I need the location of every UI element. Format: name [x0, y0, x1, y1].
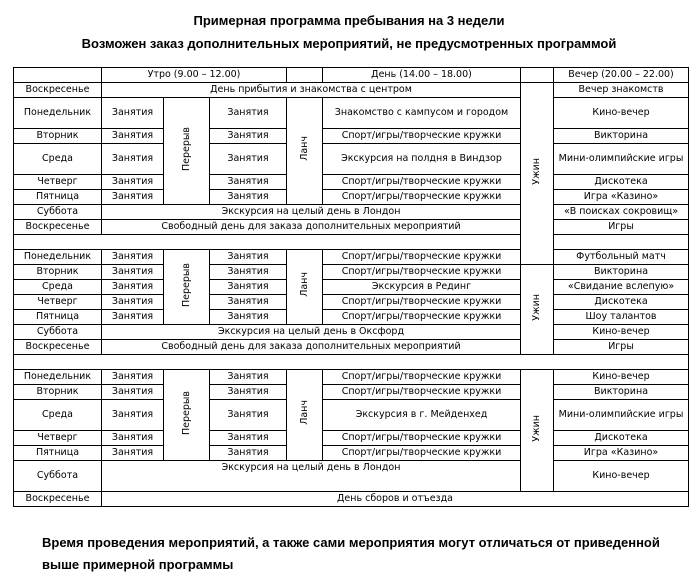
dinner-cell — [521, 370, 554, 492]
afternoon-class: Занятия — [210, 385, 287, 400]
table-row — [14, 446, 689, 461]
afternoon-class: Занятия — [210, 446, 287, 461]
header-blank — [14, 68, 102, 83]
break-cell — [164, 250, 210, 325]
day-name: Пятница — [14, 446, 102, 461]
evening-activity: Кино-вечер — [554, 461, 689, 492]
day-name: Вторник — [14, 265, 102, 280]
table-row — [14, 83, 689, 98]
day-name: Среда — [14, 144, 102, 175]
dinner-label: Ужин — [531, 293, 543, 321]
day-name: Вторник — [14, 385, 102, 400]
afternoon-class: Занятия — [210, 175, 287, 190]
evening-activity: «В поисках сокровищ» — [554, 205, 689, 220]
morning-activity: Занятия — [102, 144, 164, 175]
afternoon-class: Занятия — [210, 400, 287, 431]
separator-evening-cell — [554, 235, 689, 250]
morning-activity: Занятия — [102, 250, 164, 265]
evening-activity: Дискотека — [554, 431, 689, 446]
morning-activity: Занятия — [102, 310, 164, 325]
lunch-label: Ланч — [298, 136, 310, 161]
full-day-activity: Экскурсия на целый день в Лондон — [102, 205, 521, 220]
table-row — [14, 175, 689, 190]
morning-activity: Занятия — [102, 265, 164, 280]
day-activity: Спорт/игры/творческие кружки — [323, 446, 521, 461]
page-title: Примерная программа пребывания на 3 недели — [193, 13, 505, 28]
separator-cell — [14, 235, 521, 250]
table-row — [14, 310, 689, 325]
evening-activity: Викторина — [554, 265, 689, 280]
full-day-activity: Экскурсия на целый день в Лондон — [102, 461, 521, 492]
morning-activity: Занятия — [102, 385, 164, 400]
week-separator — [14, 355, 689, 370]
morning-activity: Занятия — [102, 129, 164, 144]
evening-activity: Мини-олимпийские игры — [554, 400, 689, 431]
full-day-activity: Свободный день для заказа дополнительных мероприятий — [102, 220, 521, 235]
afternoon-class: Занятия — [210, 129, 287, 144]
header-day: День (14.00 – 18.00) — [323, 68, 521, 83]
afternoon-class: Занятия — [210, 98, 287, 129]
full-day-activity: Экскурсия на целый день в Оксфорд — [102, 325, 521, 340]
dinner-cell — [521, 83, 554, 265]
morning-activity: Занятия — [102, 446, 164, 461]
day-name: Среда — [14, 400, 102, 431]
morning-activity: Занятия — [102, 295, 164, 310]
lunch-label: Ланч — [298, 272, 310, 297]
evening-activity: Игра «Казино» — [554, 190, 689, 205]
afternoon-class: Занятия — [210, 265, 287, 280]
evening-activity: Шоу талантов — [554, 310, 689, 325]
table-row — [14, 431, 689, 446]
table-row — [14, 461, 689, 492]
table-row — [14, 492, 689, 507]
day-name: Воскресенье — [14, 83, 102, 98]
afternoon-class: Занятия — [210, 310, 287, 325]
header-row — [14, 68, 689, 83]
week-separator — [14, 235, 689, 250]
morning-activity: Занятия — [102, 400, 164, 431]
day-activity: Спорт/игры/творческие кружки — [323, 129, 521, 144]
evening-activity: Кино-вечер — [554, 325, 689, 340]
day-name: Пятница — [14, 190, 102, 205]
full-day-activity: Свободный день для заказа дополнительных мероприятий — [102, 340, 521, 355]
table-row — [14, 265, 689, 280]
day-name: Воскресенье — [14, 220, 102, 235]
evening-activity: Дискотека — [554, 175, 689, 190]
afternoon-class: Занятия — [210, 280, 287, 295]
afternoon-class: Занятия — [210, 431, 287, 446]
full-day-activity: День сборов и отъезда — [102, 492, 689, 507]
evening-activity: Кино-вечер — [554, 370, 689, 385]
day-name: Среда — [14, 280, 102, 295]
table-row — [14, 325, 689, 340]
day-activity: Спорт/игры/творческие кружки — [323, 385, 521, 400]
dinner-label: Ужин — [531, 157, 543, 185]
table-row — [14, 129, 689, 144]
morning-activity: Занятия — [102, 98, 164, 129]
evening-activity: Игры — [554, 220, 689, 235]
morning-activity: Занятия — [102, 190, 164, 205]
day-name: Суббота — [14, 325, 102, 340]
morning-activity: Занятия — [102, 431, 164, 446]
day-name: Воскресенье — [14, 340, 102, 355]
evening-activity: «Свидание вслепую» — [554, 280, 689, 295]
day-name: Вторник — [14, 129, 102, 144]
day-activity: Экскурсия в Рединг — [323, 280, 521, 295]
lunch-cell — [287, 370, 323, 461]
afternoon-class: Занятия — [210, 190, 287, 205]
day-name: Четверг — [14, 431, 102, 446]
table-row — [14, 280, 689, 295]
day-name: Понедельник — [14, 98, 102, 129]
day-activity: Спорт/игры/творческие кружки — [323, 190, 521, 205]
table-row — [14, 370, 689, 385]
evening-activity: Кино-вечер — [554, 98, 689, 129]
break-label: Перерыв — [180, 390, 192, 435]
header-dinner-blank — [521, 68, 554, 83]
lunch-cell — [287, 250, 323, 325]
schedule-table — [13, 67, 689, 507]
full-day-activity: День прибытия и знакомства с центром — [102, 83, 521, 98]
day-name: Пятница — [14, 310, 102, 325]
table-row — [14, 190, 689, 205]
day-name: Воскресенье — [14, 492, 102, 507]
day-name: Понедельник — [14, 250, 102, 265]
evening-activity: Дискотека — [554, 295, 689, 310]
afternoon-class: Занятия — [210, 370, 287, 385]
break-cell — [164, 370, 210, 461]
evening-activity: Игра «Казино» — [554, 446, 689, 461]
evening-activity: Викторина — [554, 129, 689, 144]
separator-cell — [14, 355, 689, 370]
day-activity: Экскурсия в г. Мейденхед — [323, 400, 521, 431]
day-activity: Спорт/игры/творческие кружки — [323, 175, 521, 190]
footer-note: Время проведения мероприятий, а также сами мероприятия могут отличаться от приведенной выше примерной программы — [42, 535, 660, 572]
table-row — [14, 144, 689, 175]
day-name: Четверг — [14, 295, 102, 310]
table-row — [14, 400, 689, 431]
day-activity: Спорт/игры/творческие кружки — [323, 250, 521, 265]
break-label: Перерыв — [180, 126, 192, 171]
table-row — [14, 295, 689, 310]
table-row — [14, 220, 689, 235]
afternoon-class: Занятия — [210, 295, 287, 310]
break-label: Перерыв — [180, 262, 192, 307]
lunch-label: Ланч — [298, 400, 310, 425]
table-row — [14, 250, 689, 265]
day-activity: Спорт/игры/творческие кружки — [323, 295, 521, 310]
evening-activity: Викторина — [554, 385, 689, 400]
page-subtitle: Возможен заказ дополнительных мероприятий, не предусмотренных программой — [81, 36, 617, 51]
afternoon-class: Занятия — [210, 250, 287, 265]
morning-activity: Занятия — [102, 280, 164, 295]
morning-activity: Занятия — [102, 370, 164, 385]
day-name: Понедельник — [14, 370, 102, 385]
afternoon-class: Занятия — [210, 144, 287, 175]
day-activity: Спорт/игры/творческие кружки — [323, 370, 521, 385]
header-lunch-blank — [287, 68, 323, 83]
table-row — [14, 340, 689, 355]
day-activity: Спорт/игры/творческие кружки — [323, 431, 521, 446]
morning-activity: Занятия — [102, 175, 164, 190]
day-name: Суббота — [14, 205, 102, 220]
evening-activity: Футбольный матч — [554, 250, 689, 265]
day-name: Суббота — [14, 461, 102, 492]
dinner-cell — [521, 265, 554, 355]
table-row — [14, 98, 689, 129]
evening-activity: Игры — [554, 340, 689, 355]
day-activity: Экскурсия на полдня в Виндзор — [323, 144, 521, 175]
day-activity: Спорт/игры/творческие кружки — [323, 310, 521, 325]
table-row — [14, 385, 689, 400]
break-cell — [164, 98, 210, 205]
header-evening: Вечер (20.00 – 22.00) — [554, 68, 689, 83]
day-name: Четверг — [14, 175, 102, 190]
header-morning: Утро (9.00 – 12.00) — [102, 68, 287, 83]
evening-activity: Вечер знакомств — [554, 83, 689, 98]
day-activity: Знакомство с кампусом и городом — [323, 98, 521, 129]
table-row — [14, 205, 689, 220]
dinner-label: Ужин — [531, 414, 543, 442]
evening-activity: Мини-олимпийские игры — [554, 144, 689, 175]
lunch-cell — [287, 98, 323, 205]
day-activity: Спорт/игры/творческие кружки — [323, 265, 521, 280]
